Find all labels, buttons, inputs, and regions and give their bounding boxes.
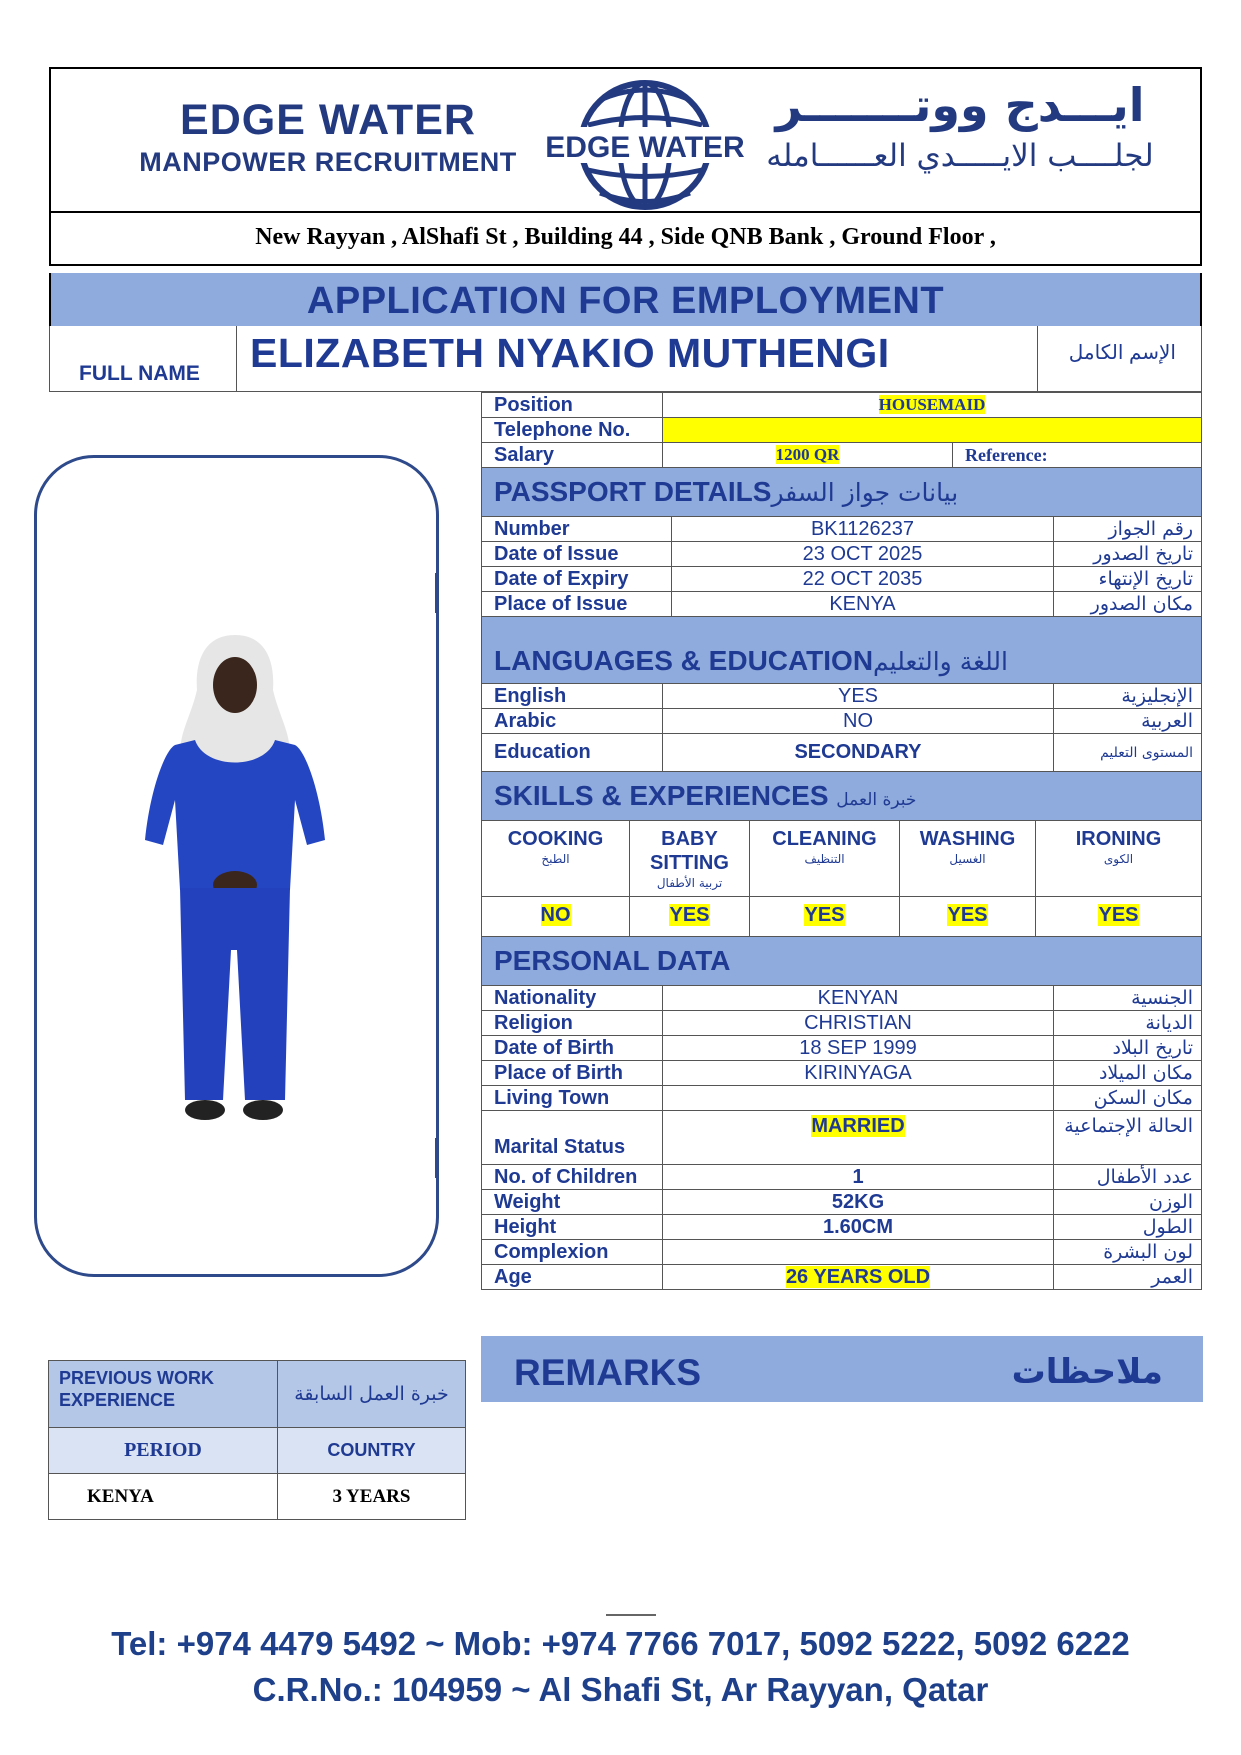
remarks-band xyxy=(481,1336,1203,1402)
height-label: Height xyxy=(482,1215,663,1240)
footer-contact xyxy=(0,1625,1241,1709)
date-of-issue-ar: تاريخ الصدور xyxy=(1054,542,1202,567)
personal-row xyxy=(482,986,1202,1011)
skills-title: SKILLS & EXPERIENCES xyxy=(494,780,829,811)
personal-row xyxy=(482,1111,1202,1165)
job-table xyxy=(481,392,1202,468)
nationality-label: Nationality xyxy=(482,986,663,1011)
place-of-birth-ar: مكان الميلاد xyxy=(1054,1061,1202,1086)
previous-work-row xyxy=(49,1474,466,1520)
previous-work-title: PREVIOUS WORK EXPERIENCE xyxy=(49,1361,278,1428)
passport-row xyxy=(482,592,1202,617)
date-of-issue-value: 23 OCT 2025 xyxy=(672,542,1054,567)
period-header: PERIOD xyxy=(49,1428,278,1474)
language-row xyxy=(482,684,1202,709)
place-of-issue-value: KENYA xyxy=(672,592,1054,617)
passport-row xyxy=(482,542,1202,567)
full-name-ar-cell xyxy=(1037,326,1202,391)
religion-ar: الديانة xyxy=(1054,1011,1202,1036)
language-row xyxy=(482,734,1202,772)
address-bar xyxy=(49,211,1202,266)
personal-row xyxy=(482,1165,1202,1190)
telephone-label: Telephone No. xyxy=(482,418,663,443)
education-value: SECONDARY xyxy=(663,734,1054,772)
personal-row xyxy=(482,1011,1202,1036)
logo-ar-line-2: لجلــــب الايـــــدي العــــــامله xyxy=(766,138,1154,174)
address-text: New Rayyan , AlShafi St , Building 44 , Side QNB Bank , Ground Floor , xyxy=(255,224,996,250)
full-name-label-cell xyxy=(50,326,237,391)
date-of-expiry-ar: تاريخ الإنتهاء xyxy=(1054,567,1202,592)
baby-sitting-value: YES xyxy=(669,904,710,926)
place-of-birth-label: Place of Birth xyxy=(482,1061,663,1086)
form-title: APPLICATION FOR EMPLOYMENT xyxy=(306,280,945,322)
skill-cleaning: CLEANING التنظيف xyxy=(750,821,900,897)
previous-work-table xyxy=(48,1360,466,1520)
personal-row xyxy=(482,1215,1202,1240)
languages-title-ar: اللغة والتعليم xyxy=(873,647,1008,676)
weight-ar: الوزن xyxy=(1054,1190,1202,1215)
marital-status-value: MARRIED xyxy=(811,1115,905,1137)
languages-section-header xyxy=(481,617,1202,683)
place-of-issue-ar: مكان الصدور xyxy=(1054,592,1202,617)
country-header: COUNTRY xyxy=(278,1428,466,1474)
nationality-ar: الجنسية xyxy=(1054,986,1202,1011)
education-ar: المستوى التعليم xyxy=(1054,734,1202,772)
full-name-ar-label: الإسم الكامل xyxy=(1068,342,1176,364)
cleaning-value: YES xyxy=(804,904,845,926)
position-label: Position xyxy=(482,393,663,418)
telephone-value xyxy=(663,418,1202,443)
passport-number-value: BK1126237 xyxy=(672,517,1054,542)
passport-title-ar: بيانات جواز السفر xyxy=(771,478,959,507)
personal-row xyxy=(482,1036,1202,1061)
skills-value-row xyxy=(482,897,1202,937)
arabic-ar: العربية xyxy=(1054,709,1202,734)
washing-value: YES xyxy=(947,904,988,926)
religion-label: Religion xyxy=(482,1011,663,1036)
remarks-label: REMARKS xyxy=(514,1352,702,1393)
date-of-expiry-value: 22 OCT 2035 xyxy=(672,567,1054,592)
date-of-birth-value: 18 SEP 1999 xyxy=(663,1036,1054,1061)
skill-cooking: COOKING الطبخ xyxy=(482,821,630,897)
company-logo-arabic xyxy=(745,78,1175,174)
personal-row xyxy=(482,1061,1202,1086)
languages-table xyxy=(481,683,1202,772)
salary-value: 1200 QR xyxy=(775,445,840,464)
complexion-ar: لون البشرة xyxy=(1054,1240,1202,1265)
living-town-value xyxy=(663,1086,1054,1111)
reference-label: Reference: xyxy=(953,443,1202,468)
date-of-birth-label: Date of Birth xyxy=(482,1036,663,1061)
weight-value: 52KG xyxy=(663,1190,1054,1215)
passport-section-header xyxy=(481,468,1202,516)
cooking-value: NO xyxy=(540,904,571,926)
children-label: No. of Children xyxy=(482,1165,663,1190)
date-of-expiry-label: Date of Expiry xyxy=(482,567,672,592)
date-of-birth-ar: تاريخ البلاد xyxy=(1054,1036,1202,1061)
full-name-label: FULL NAME xyxy=(79,362,200,385)
complexion-value xyxy=(663,1240,1054,1265)
logo-line-2: MANPOWER RECRUITMENT xyxy=(139,147,517,177)
place-of-birth-value: KIRINYAGA xyxy=(663,1061,1054,1086)
passport-number-ar: رقم الجواز xyxy=(1054,517,1202,542)
footer-address-line: C.R.No.: 104959 ~ Al Shafi St, Ar Rayyan, Qatar xyxy=(252,1671,989,1708)
age-value: 26 YEARS OLD xyxy=(785,1265,931,1288)
skill-baby-sitting: BABY SITTING تربية الأطفال xyxy=(630,821,750,897)
personal-row xyxy=(482,1086,1202,1111)
age-ar: العمر xyxy=(1054,1265,1202,1290)
living-town-ar: مكان السكن xyxy=(1054,1086,1202,1111)
english-value: YES xyxy=(663,684,1054,709)
personal-row xyxy=(482,1265,1202,1290)
arabic-label: Arabic xyxy=(482,709,663,734)
skills-section-header xyxy=(481,772,1202,820)
complexion-label: Complexion xyxy=(482,1240,663,1265)
living-town-label: Living Town xyxy=(482,1086,663,1111)
height-ar: الطول xyxy=(1054,1215,1202,1240)
personal-table xyxy=(481,985,1202,1290)
full-name-row xyxy=(49,326,1202,392)
personal-title: PERSONAL DATA xyxy=(494,945,731,976)
age-label: Age xyxy=(482,1265,663,1290)
position-value: HOUSEMAID xyxy=(878,395,986,414)
language-row xyxy=(482,709,1202,734)
passport-row xyxy=(482,567,1202,592)
logo-line-1: EDGE WATER xyxy=(180,96,476,144)
passport-title: PASSPORT DETAILS xyxy=(494,476,772,507)
languages-title: LANGUAGES & EDUCATION xyxy=(494,645,874,676)
personal-row xyxy=(482,1240,1202,1265)
skill-ironing: IRONING الكوى xyxy=(1036,821,1202,897)
education-label: Education xyxy=(482,734,663,772)
telephone-row xyxy=(482,418,1202,443)
ironing-value: YES xyxy=(1098,904,1139,926)
previous-work-country: 3 YEARS xyxy=(278,1474,466,1520)
skills-title-ar: خبرة العمل xyxy=(836,790,917,810)
english-ar: الإنجليزية xyxy=(1054,684,1202,709)
date-of-issue-label: Date of Issue xyxy=(482,542,672,567)
passport-number-label: Number xyxy=(482,517,672,542)
full-name-value: ELIZABETH NYAKIO MUTHENGI xyxy=(250,330,890,376)
skill-washing: WASHING الغسيل xyxy=(900,821,1036,897)
children-value: 1 xyxy=(663,1165,1054,1190)
previous-work-period: KENYA xyxy=(49,1474,278,1520)
weight-label: Weight xyxy=(482,1190,663,1215)
form-title-band xyxy=(49,273,1202,326)
footer-divider xyxy=(606,1614,656,1616)
religion-value: CHRISTIAN xyxy=(663,1011,1054,1036)
arabic-value: NO xyxy=(663,709,1054,734)
company-logo-english xyxy=(118,96,538,178)
skills-table xyxy=(481,820,1202,937)
globe-text: EDGE WATER xyxy=(545,131,745,164)
position-row xyxy=(482,393,1202,418)
application-form xyxy=(481,392,1202,1290)
nationality-value: KENYAN xyxy=(663,986,1054,1011)
remarks-label-ar: ملاحظات xyxy=(1011,1352,1163,1392)
height-value: 1.60CM xyxy=(663,1215,1054,1240)
english-label: English xyxy=(482,684,663,709)
salary-row xyxy=(482,443,1202,468)
passport-table xyxy=(481,516,1202,617)
personal-section-header xyxy=(481,937,1202,985)
globe-logo-icon xyxy=(540,75,750,215)
previous-work-title-ar: خبرة العمل السابقة xyxy=(278,1361,466,1428)
marital-status-ar: الحالة الإجتماعية xyxy=(1054,1111,1202,1165)
applicant-photo xyxy=(135,630,335,1170)
marital-status-label: Marital Status xyxy=(482,1111,663,1165)
children-ar: عدد الأطفال xyxy=(1054,1165,1202,1190)
place-of-issue-label: Place of Issue xyxy=(482,592,672,617)
logo-ar-line-1: ايـــدج ووتـــــــر xyxy=(775,78,1145,132)
personal-row xyxy=(482,1190,1202,1215)
passport-row xyxy=(482,517,1202,542)
skills-header-row xyxy=(482,821,1202,897)
salary-label: Salary xyxy=(482,443,663,468)
footer-phone-line: Tel: +974 4479 5492 ~ Mob: +974 7766 7017, 5092 5222, 5092 6222 xyxy=(111,1625,1130,1662)
